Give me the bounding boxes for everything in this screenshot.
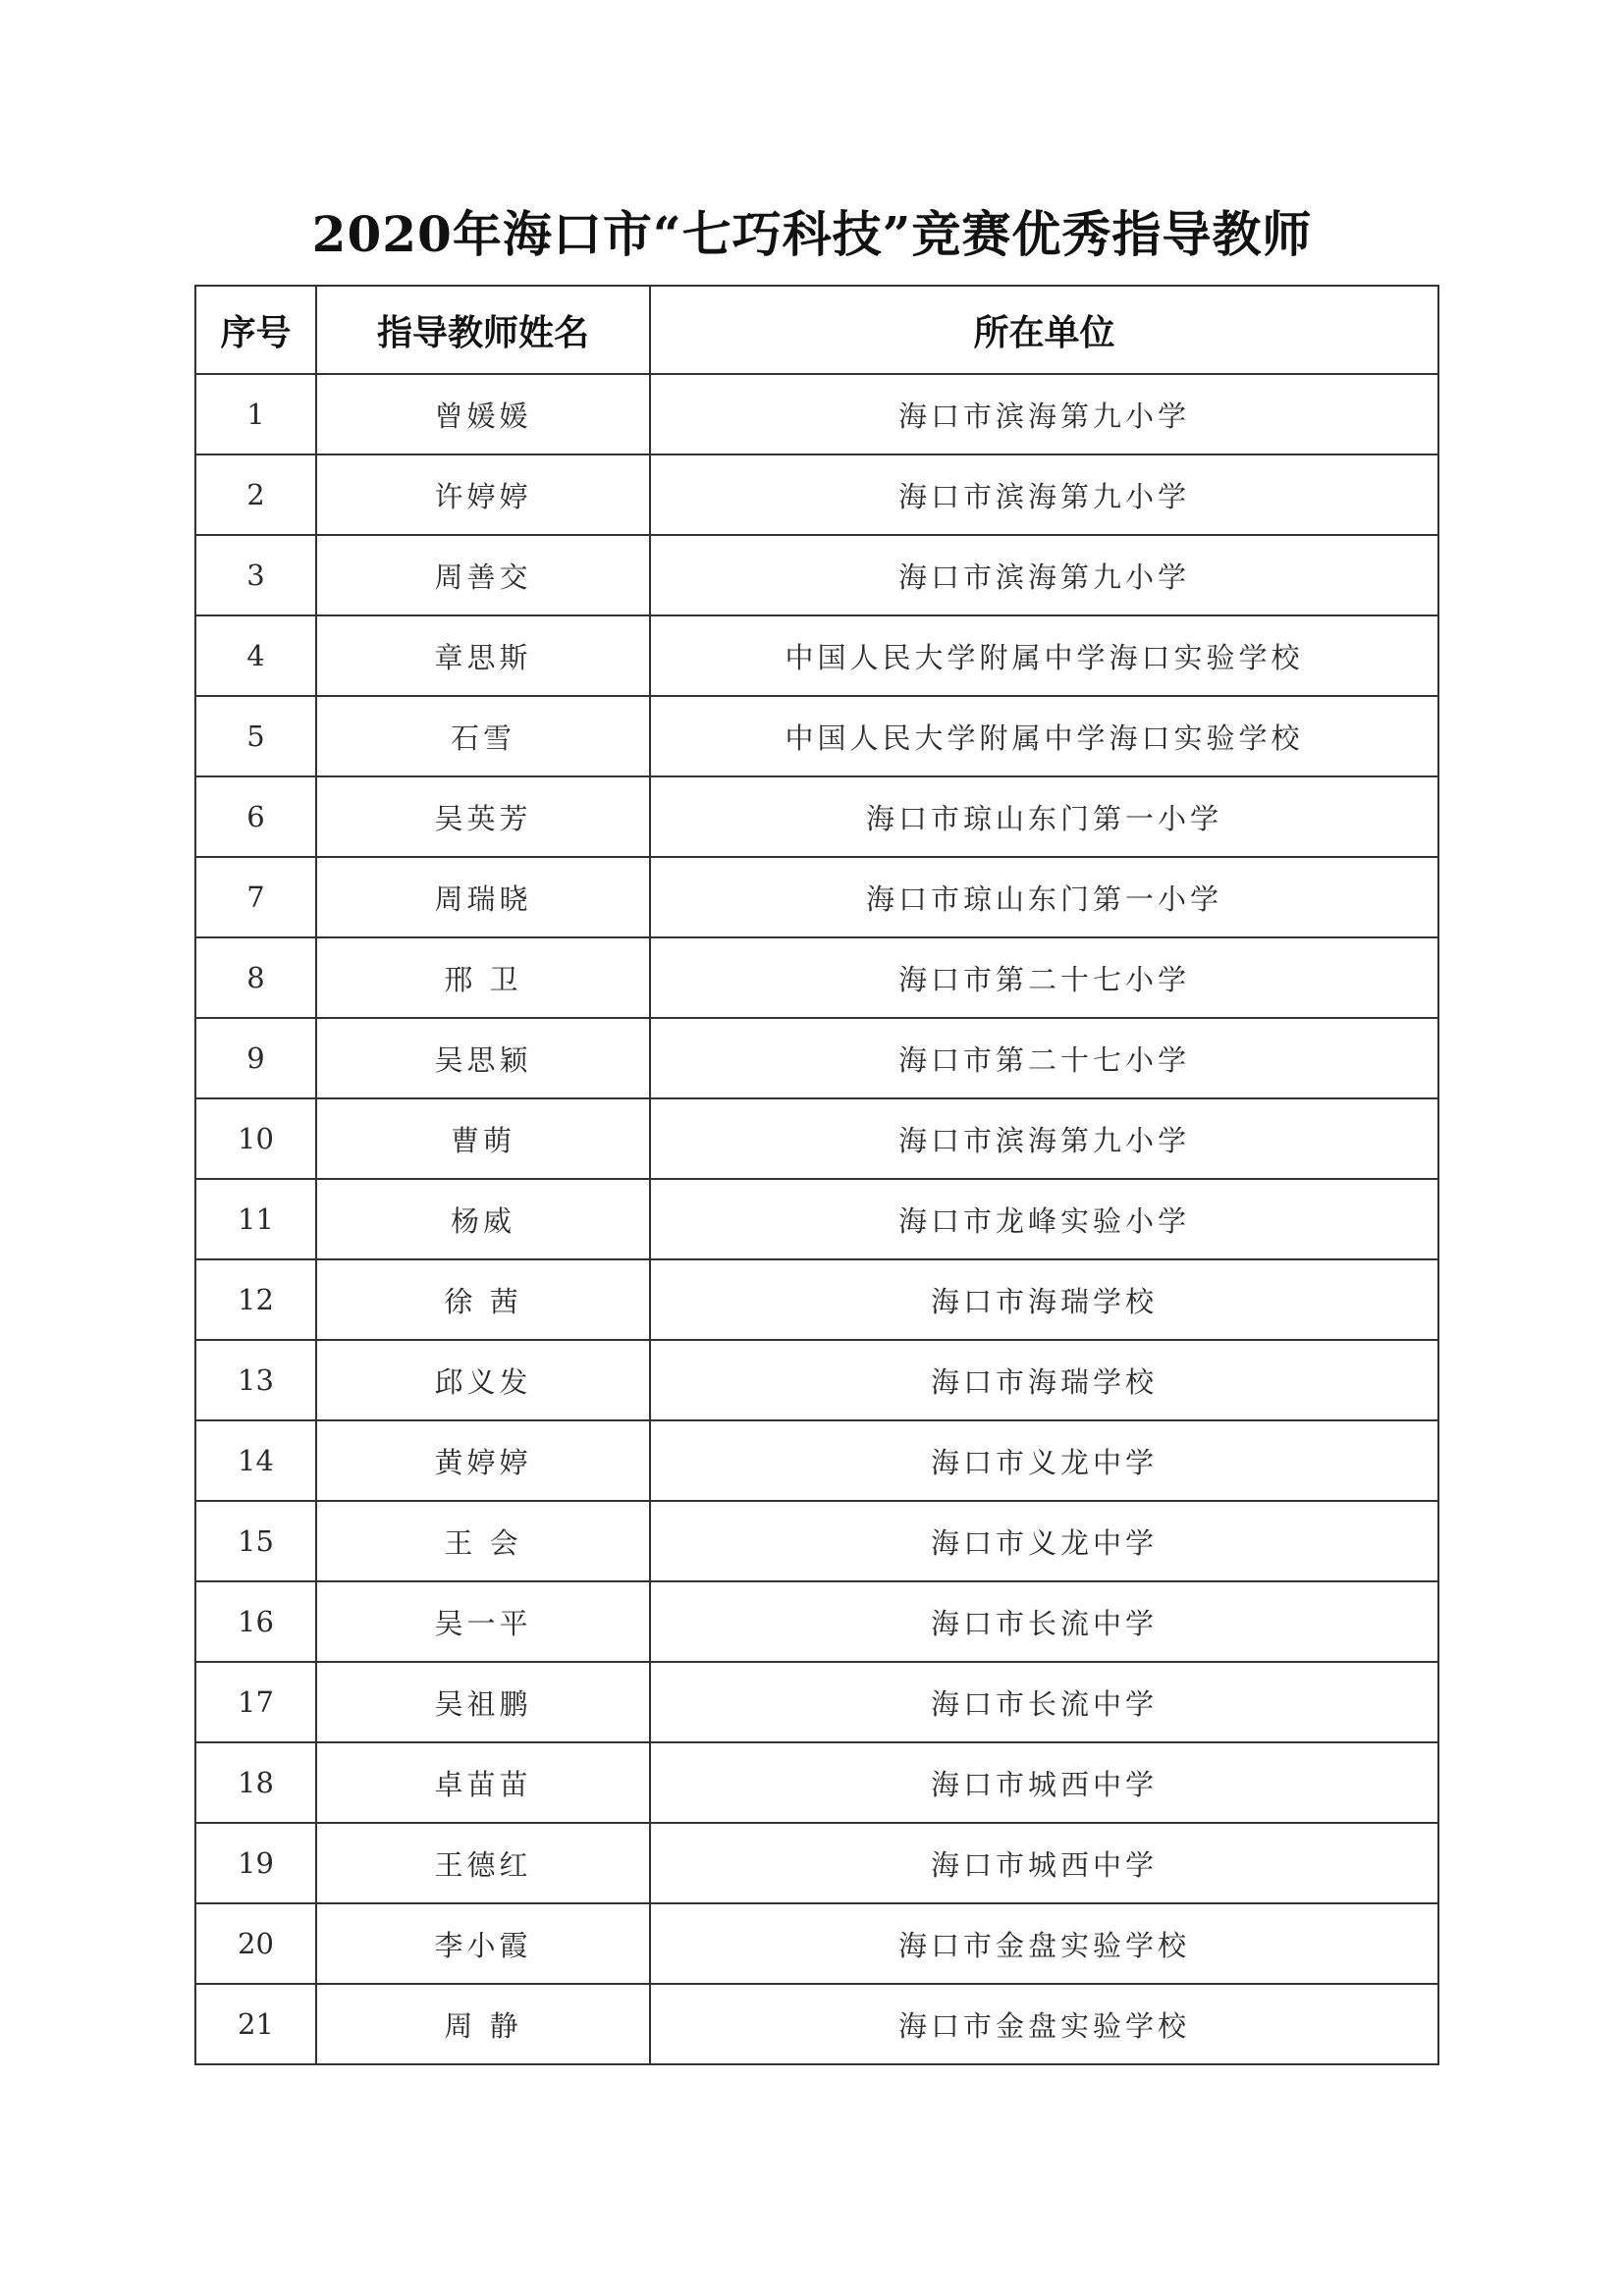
row-unit: 海口市海瑞学校 (650, 1259, 1438, 1340)
row-seq: 11 (195, 1179, 316, 1259)
row-teacher-name: 邢 卫 (316, 937, 650, 1018)
row-unit: 海口市金盘实验学校 (650, 1984, 1438, 2064)
table-row (195, 1179, 1438, 1259)
row-seq: 4 (195, 615, 316, 696)
row-seq: 18 (195, 1742, 316, 1823)
row-unit: 海口市义龙中学 (650, 1420, 1438, 1501)
row-teacher-name: 周善交 (316, 535, 650, 615)
row-seq: 21 (195, 1984, 316, 2064)
row-teacher-name: 徐 茜 (316, 1259, 650, 1340)
row-teacher-name: 吴一平 (316, 1581, 650, 1662)
row-unit: 海口市第二十七小学 (650, 937, 1438, 1018)
row-seq: 3 (195, 535, 316, 615)
row-seq: 17 (195, 1662, 316, 1742)
row-unit: 海口市琼山东门第一小学 (650, 857, 1438, 937)
table-row (195, 937, 1438, 1018)
row-teacher-name: 王 会 (316, 1501, 650, 1581)
row-teacher-name: 周 静 (316, 1984, 650, 2064)
row-unit: 海口市长流中学 (650, 1662, 1438, 1742)
table-row (195, 1420, 1438, 1501)
row-seq: 15 (195, 1501, 316, 1581)
row-unit: 海口市金盘实验学校 (650, 1903, 1438, 1984)
table-row (195, 1340, 1438, 1420)
row-seq: 12 (195, 1259, 316, 1340)
row-seq: 7 (195, 857, 316, 937)
table-row (195, 454, 1438, 535)
row-unit: 海口市滨海第九小学 (650, 1098, 1438, 1179)
row-teacher-name: 卓苗苗 (316, 1742, 650, 1823)
row-teacher-name: 邱义发 (316, 1340, 650, 1420)
table-row (195, 1662, 1438, 1742)
table-row (195, 1098, 1438, 1179)
row-teacher-name: 黄婷婷 (316, 1420, 650, 1501)
row-teacher-name: 曹萌 (316, 1098, 650, 1179)
row-teacher-name: 曾媛媛 (316, 374, 650, 454)
row-teacher-name: 许婷婷 (316, 454, 650, 535)
row-seq: 20 (195, 1903, 316, 1984)
header-seq: 序号 (195, 286, 316, 374)
table-row (195, 1903, 1438, 1984)
row-seq: 5 (195, 696, 316, 776)
row-seq: 13 (195, 1340, 316, 1420)
row-seq: 2 (195, 454, 316, 535)
teacher-table (194, 285, 1439, 2065)
row-unit: 海口市海瑞学校 (650, 1340, 1438, 1420)
row-seq: 16 (195, 1581, 316, 1662)
row-seq: 19 (195, 1823, 316, 1903)
table-row (195, 857, 1438, 937)
row-teacher-name: 石雪 (316, 696, 650, 776)
row-teacher-name: 杨威 (316, 1179, 650, 1259)
table-row (195, 1259, 1438, 1340)
table-row (195, 1501, 1438, 1581)
row-teacher-name: 章思斯 (316, 615, 650, 696)
row-teacher-name: 吴思颖 (316, 1018, 650, 1098)
row-teacher-name: 李小霞 (316, 1903, 650, 1984)
row-seq: 6 (195, 776, 316, 857)
row-unit: 海口市第二十七小学 (650, 1018, 1438, 1098)
header-unit: 所在单位 (650, 286, 1438, 374)
table-row (195, 1823, 1438, 1903)
row-unit: 海口市滨海第九小学 (650, 374, 1438, 454)
row-unit: 海口市义龙中学 (650, 1501, 1438, 1581)
table-header-row (195, 286, 1438, 374)
row-unit: 海口市滨海第九小学 (650, 454, 1438, 535)
row-seq: 14 (195, 1420, 316, 1501)
row-unit: 中国人民大学附属中学海口实验学校 (650, 696, 1438, 776)
row-seq: 8 (195, 937, 316, 1018)
table-row (195, 696, 1438, 776)
row-seq: 9 (195, 1018, 316, 1098)
row-unit: 海口市琼山东门第一小学 (650, 776, 1438, 857)
table-row (195, 1984, 1438, 2064)
table-row (195, 1018, 1438, 1098)
row-teacher-name: 周瑞晓 (316, 857, 650, 937)
table-row (195, 1742, 1438, 1823)
row-unit: 海口市长流中学 (650, 1581, 1438, 1662)
page-title: 2020年海口市“七巧科技”竞赛优秀指导教师 (311, 205, 1313, 263)
table-row (195, 615, 1438, 696)
table-row (195, 535, 1438, 615)
row-teacher-name: 吴祖鹏 (316, 1662, 650, 1742)
row-teacher-name: 王德红 (316, 1823, 650, 1903)
row-seq: 1 (195, 374, 316, 454)
row-seq: 10 (195, 1098, 316, 1179)
table-row (195, 374, 1438, 454)
table-row (195, 776, 1438, 857)
row-teacher-name: 吴英芳 (316, 776, 650, 857)
row-unit: 海口市龙峰实验小学 (650, 1179, 1438, 1259)
header-teacher-name: 指导教师姓名 (316, 286, 650, 374)
row-unit: 海口市城西中学 (650, 1823, 1438, 1903)
row-unit: 海口市城西中学 (650, 1742, 1438, 1823)
row-unit: 海口市滨海第九小学 (650, 535, 1438, 615)
row-unit: 中国人民大学附属中学海口实验学校 (650, 615, 1438, 696)
table-row (195, 1581, 1438, 1662)
